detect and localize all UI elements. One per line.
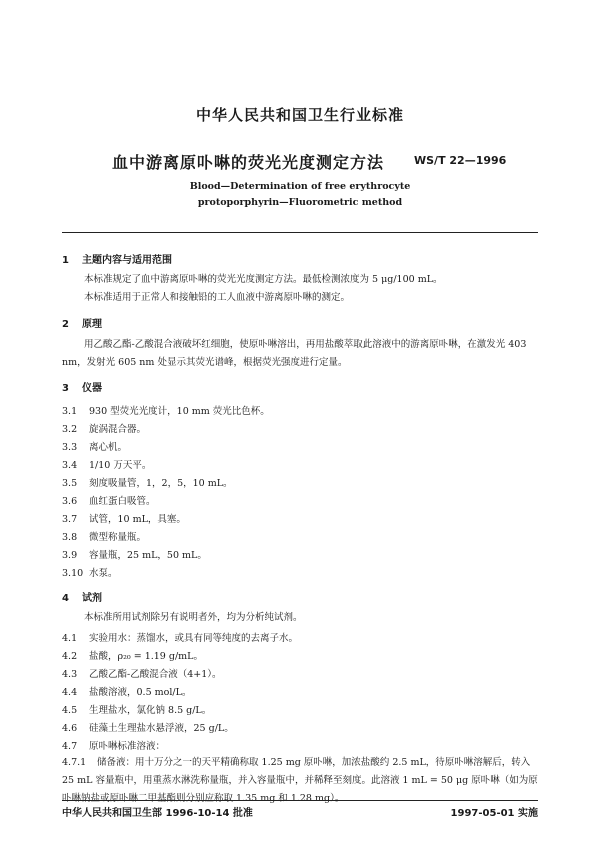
- list-item: [62, 547, 207, 561]
- item-number: 4.5: [62, 705, 78, 716]
- list-item: [62, 529, 146, 543]
- list-item: [62, 630, 298, 644]
- footer-issuer: 中华人民共和国卫生部 1996-10-14 批准: [62, 808, 253, 819]
- item-text: 水泵。: [89, 568, 118, 579]
- item-number: 3.10: [62, 568, 84, 579]
- item-text: 储备液：用十万分之一的天平精确称取 1.25 mg 原卟啉，加浓盐酸约 2.5 mL，待原卟啉溶解后，转入 25 mL 容量瓶中，用重蒸水淋洗称量瓶，并入容量瓶中，并稀释至刻度。此溶液 1 mL = 50 μg 原卟啉（如为原卟啉钠盐或原卟啉二甲基酯则分别应称取 1.35 mg 和 1.28 mg）。: [62, 757, 538, 804]
- item-number: 4.4: [62, 687, 78, 698]
- item-text: 盐酸，ρ₂₀ = 1.19 g/mL。: [89, 651, 203, 662]
- item-number: 4.7.1: [62, 757, 87, 768]
- section-title: 原理: [82, 319, 102, 330]
- list-item: [62, 666, 222, 680]
- item-text: 旋涡混合器。: [89, 424, 147, 435]
- list-item: [62, 421, 146, 435]
- section-number: 2: [62, 319, 69, 330]
- item-text: 实验用水：蒸馏水，或具有同等纯度的去离子水。: [89, 633, 299, 644]
- english-title-line2: protoporphyrin—Fluorometric method: [197, 197, 403, 208]
- item-number: 4.7: [62, 741, 78, 752]
- english-title-line1: Blood—Determination of free erythrocyte: [189, 181, 411, 192]
- standard-number: WS/T 22—1996: [414, 154, 507, 167]
- header-title: 中华人民共和国卫生行业标准: [195, 106, 404, 124]
- section-number: 3: [62, 383, 69, 394]
- item-number: 3.7: [62, 514, 78, 525]
- item-text: 生理盐水，氯化钠 8.5 g/L。: [89, 705, 212, 716]
- item-number: 4.1: [62, 633, 78, 644]
- item-text: 盐酸溶液，0.5 mol/L。: [89, 687, 192, 698]
- footer-effective-date: 1997-05-01 实施: [450, 808, 538, 819]
- paragraph: 本标准所用试剂除另有说明者外，均为分析纯试剂。: [84, 612, 303, 623]
- section-title: 试剂: [82, 593, 102, 604]
- list-item: [62, 684, 191, 698]
- item-number: 3.6: [62, 496, 78, 507]
- list-item: [62, 493, 156, 507]
- list-item: [62, 403, 270, 417]
- item-text: 硅藻土生理盐水悬浮液，25 g/L。: [89, 723, 234, 734]
- item-number: 3.2: [62, 424, 78, 435]
- list-item: [62, 565, 118, 579]
- item-number: 4.6: [62, 723, 78, 734]
- paragraph: 本标准规定了血中游离原卟啉的荧光光度测定方法。最低检测浓度为 5 μg/100 mL。: [84, 274, 443, 285]
- list-item: [62, 738, 165, 752]
- item-text: 血红蛋白吸管。: [89, 496, 156, 507]
- list-item: [62, 648, 203, 662]
- list-item: [62, 457, 151, 471]
- item-text: 试管，10 mL，具塞。: [89, 514, 186, 525]
- item-number: 3.9: [62, 550, 78, 561]
- section-number: 4: [62, 593, 69, 604]
- header-divider: [62, 232, 538, 233]
- item-text: 容量瓶，25 mL，50 mL。: [89, 550, 207, 561]
- item-text: 1/10 万天平。: [89, 460, 152, 471]
- item-number: 3.5: [62, 478, 78, 489]
- section-3-heading: [62, 379, 102, 394]
- list-item: [62, 439, 127, 453]
- section-2-heading: [62, 315, 102, 330]
- item-number: 4.3: [62, 669, 78, 680]
- item-number: 3.3: [62, 442, 78, 453]
- list-item: [62, 702, 211, 716]
- item-text: 原卟啉标准溶液：: [89, 741, 166, 752]
- item-text: 微型称量瓶。: [89, 532, 147, 543]
- list-item: [62, 475, 233, 489]
- item-text: 930 型荧光光度计，10 mm 荧光比色杯。: [89, 406, 270, 417]
- section-4-heading: [62, 589, 102, 604]
- item-text: 离心机。: [89, 442, 128, 453]
- section-title: 主题内容与适用范围: [82, 255, 172, 266]
- document-title: 血中游离原卟啉的荧光光度测定方法: [112, 153, 385, 172]
- item-text: 乙酸乙酯-乙酸混合液（4+1）。: [89, 669, 222, 680]
- section-number: 1: [62, 255, 69, 266]
- item-number: 3.1: [62, 406, 78, 417]
- section-title: 仪器: [82, 383, 102, 394]
- item-text: 刻度吸量管，1，2，5，10 mL。: [89, 478, 233, 489]
- section-1-heading: [62, 251, 172, 266]
- footer-divider: [62, 800, 538, 801]
- paragraph: 用乙酸乙酯-乙酸混合液破坏红细胞，使原卟啉溶出，再用盐酸萃取此溶液中的游离原卟啉，在激发光 403 nm，发射光 605 nm 处显示其荧光谱峰，根据荧光强度进行定量。: [62, 339, 527, 368]
- item-number: 3.4: [62, 460, 78, 471]
- list-item: [62, 511, 186, 525]
- paragraph: 本标准适用于正常人和接触铅的工人血液中游离原卟啉的测定。: [84, 292, 351, 303]
- list-item: [62, 720, 234, 734]
- item-number: 4.2: [62, 651, 78, 662]
- item-number: 3.8: [62, 532, 78, 543]
